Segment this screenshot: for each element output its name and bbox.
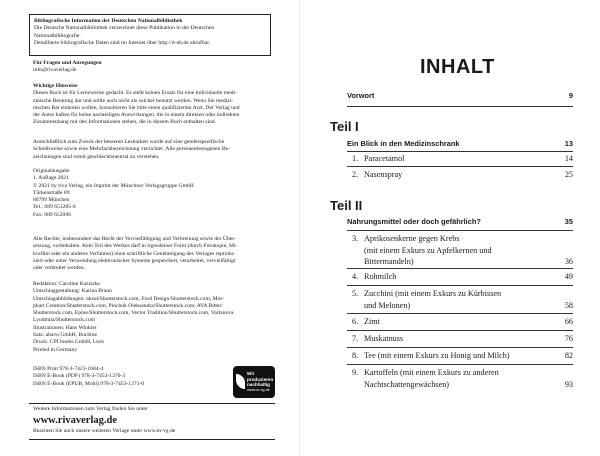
toc-page: INHALT Vorwort 9 Teil I Ein Blick in den Medizinschrank 13 1. Paracetamol 14 2. Nasenspray 25 Teil II Nahrungsmittel oder doch gefährlich? 35 3. Aprikosenkerne gegen Krebs (mit einem Exkurs zu Apfelkernen und Bittermandeln) 36 4. Rohmilch 49 5. Zucchini (mit einem Exkurs zu Kürbissen und Melonen) 58 6. Zimt 66 7. Muskatnuss 76 8. Tee (mit einem Exkurs zu Honig und Milch) 82 9. Kartoffeln (mit einem Exkurs zu anderen Nachtschattengewächsen) 93	[330, 56, 573, 389]
credits-block	[33, 281, 273, 354]
credits-line: Lyudmila/Shutterstock.com	[33, 317, 95, 324]
web-intro: Weitere Informationen zum Verlag finden Sie unter	[33, 406, 148, 412]
gender-line: zeichnungen sind somit geschlechtsneutral zu verstehen.	[33, 153, 160, 160]
divider	[347, 330, 573, 331]
divider	[347, 230, 573, 231]
toc-page-number: 13	[564, 139, 573, 148]
bib-line: Detaillierte bibliografische Daten sind im Internet über http://d-nb.de abrufbar.	[34, 39, 211, 46]
credits-line: Printed in Germany	[33, 346, 78, 353]
credits-line: Umschlaggestaltung: Karina Braun	[33, 288, 112, 295]
rights-line: ziert oder unter Verwendung elektronischer Systeme gespeichert, verarbeitet, vervielfältigt	[33, 257, 236, 264]
isbn-line: ISBN E-Book (PDF) 978-3-7453-1370-3	[33, 373, 126, 380]
contact-heading: Für Fragen und Anregungen	[33, 60, 102, 66]
part-heading: Teil II	[330, 198, 363, 213]
bibliographic-info-box	[29, 14, 271, 56]
divider	[347, 166, 573, 167]
credits-line: phart Creation/Shutterstock.com, Pinchuk Oleksandra/Shutterstock.com, AVA Bitter/	[33, 302, 223, 309]
credits-line: Umschlagabbildungen: aksol/Shutterstock.com, Ford Design/Shutterstock.com, Mor-	[33, 295, 224, 302]
divider	[347, 285, 573, 286]
credits-line: Shutterstock.com, Epine/Shutterstock.com, Vector Tradition/Shutterstock.com, Varlanova	[33, 310, 234, 317]
part-heading: Teil I	[330, 119, 359, 134]
sustainability-logo	[233, 366, 275, 398]
gender-line: Ausschließlich zum Zweck der besseren Lesbarkeit wurde auf eine genderspezifische	[33, 139, 225, 145]
credits-line: Redaktion: Caroline Kaziarka	[33, 281, 100, 287]
divider	[347, 268, 573, 269]
toc-section[interactable]	[347, 217, 573, 227]
isbn-line: ISBN Print 978-3-7423-1684-4	[33, 366, 104, 372]
toc-title: INHALT	[420, 56, 495, 78]
toc-section[interactable]	[347, 139, 573, 149]
rights-line: setzung, vorbehalten. Kein Teil des Werkes darf in irgendeiner Form (durch Fotokopie, Mi-	[33, 243, 238, 250]
bib-heading: Bibliografische Information der Deutschen Nationalbibliothek	[34, 18, 183, 24]
web-outro: Beachten Sie auch unsere weiteren Verlage unter www.m-vg.de	[33, 428, 176, 435]
isbn-line: ISBN E-Book (EPUB, Mobi) 978-3-7453-1371-0	[33, 380, 145, 387]
edition-line: Originalausgabe	[33, 168, 70, 174]
publisher-web-box	[29, 403, 275, 440]
credits-line: Illustrationen: Hans Winkler	[33, 324, 97, 331]
credits-line: Druck: CPI books GmbH, Leck	[33, 339, 105, 346]
warning-line: zinische Beratung dar und sollte auch nicht als solcher benutzt werden. Wenn Sie medizi-	[33, 97, 234, 104]
rights-line: krofilm oder ein anderes Verfahren) ohne schriftliche Genehmigung des Verlages reprodu-	[33, 250, 236, 257]
toc-page-number: 35	[564, 217, 573, 226]
warning-line: der Autor haften für keine nachteiligen Auswirkungen, die in einem direkten oder indirekten	[33, 112, 240, 119]
edition-line: Fax: 089 652096	[33, 211, 71, 218]
isbn-block	[33, 366, 223, 388]
divider	[347, 106, 573, 107]
rights-line: oder verbreitet werden.	[33, 265, 86, 272]
gender-line: Schreibweise sowie eine Mehrfachbezeichnung verzichtet. Alle personenbezogenen Be-	[33, 146, 230, 153]
edition-line: © 2021 by riva Verlag, ein Imprint der Münchner Verlagsgruppe GmbH	[33, 182, 194, 189]
leaf-icon	[236, 374, 245, 389]
edition-line: Tel.: 089 651285-0	[33, 204, 76, 211]
warning-block	[33, 83, 273, 127]
toc-label: Ein Blick in den Medizinschrank	[347, 139, 460, 148]
bib-line: Nationalbibliografie.	[34, 32, 81, 39]
warning-line: Zusammenhang mit den Informationen stehen, die in diesem Buch enthalten sind.	[33, 119, 216, 126]
divider	[347, 313, 573, 314]
toc-vorwort[interactable]	[347, 91, 573, 101]
warning-line: Dieses Buch ist für Lernzwecke gedacht. Es stellt keinen Ersatz für eine individuelle medi-	[33, 90, 237, 97]
logo-url: www.m-vg.de	[247, 388, 270, 392]
toc-label: Nahrungsmittel oder doch gefährlich?	[347, 217, 481, 226]
toc-label: Vorwort	[347, 91, 375, 100]
contact-block	[33, 60, 273, 75]
logo-text: Wir produzieren nachhaltig	[247, 371, 274, 388]
warning-heading: Wichtige Hinweise	[33, 83, 78, 89]
divider	[347, 364, 573, 365]
bib-line: Die Deutsche Nationalbibliothek verzeichnet diese Publikation in der Deutschen	[34, 25, 215, 32]
rights-block	[33, 236, 273, 272]
credits-line: Satz: abavo GmbH, Buchloe	[33, 332, 98, 339]
edition-line: 80799 München	[33, 197, 70, 204]
divider	[347, 151, 573, 152]
edition-line: Türkenstraße 89	[33, 189, 70, 196]
edition-block	[33, 168, 273, 219]
contact-email[interactable]: info@rivaverlag.de	[33, 67, 77, 74]
toc-page-number: 9	[568, 91, 573, 100]
gender-note	[33, 139, 273, 161]
edition-line: 1. Auflage 2021	[33, 175, 69, 182]
warning-line: nischen Rat einholen wollen, konsultieren Sie bitte einen qualifizierten Arzt. Der Verlag und	[33, 104, 240, 111]
rights-line: Alle Rechte, insbesondere das Recht der Vervielfältigung und Verbreitung sowie der Über-	[33, 236, 236, 242]
publisher-url[interactable]: www.rivaverlag.de	[33, 415, 117, 427]
divider	[347, 347, 573, 348]
